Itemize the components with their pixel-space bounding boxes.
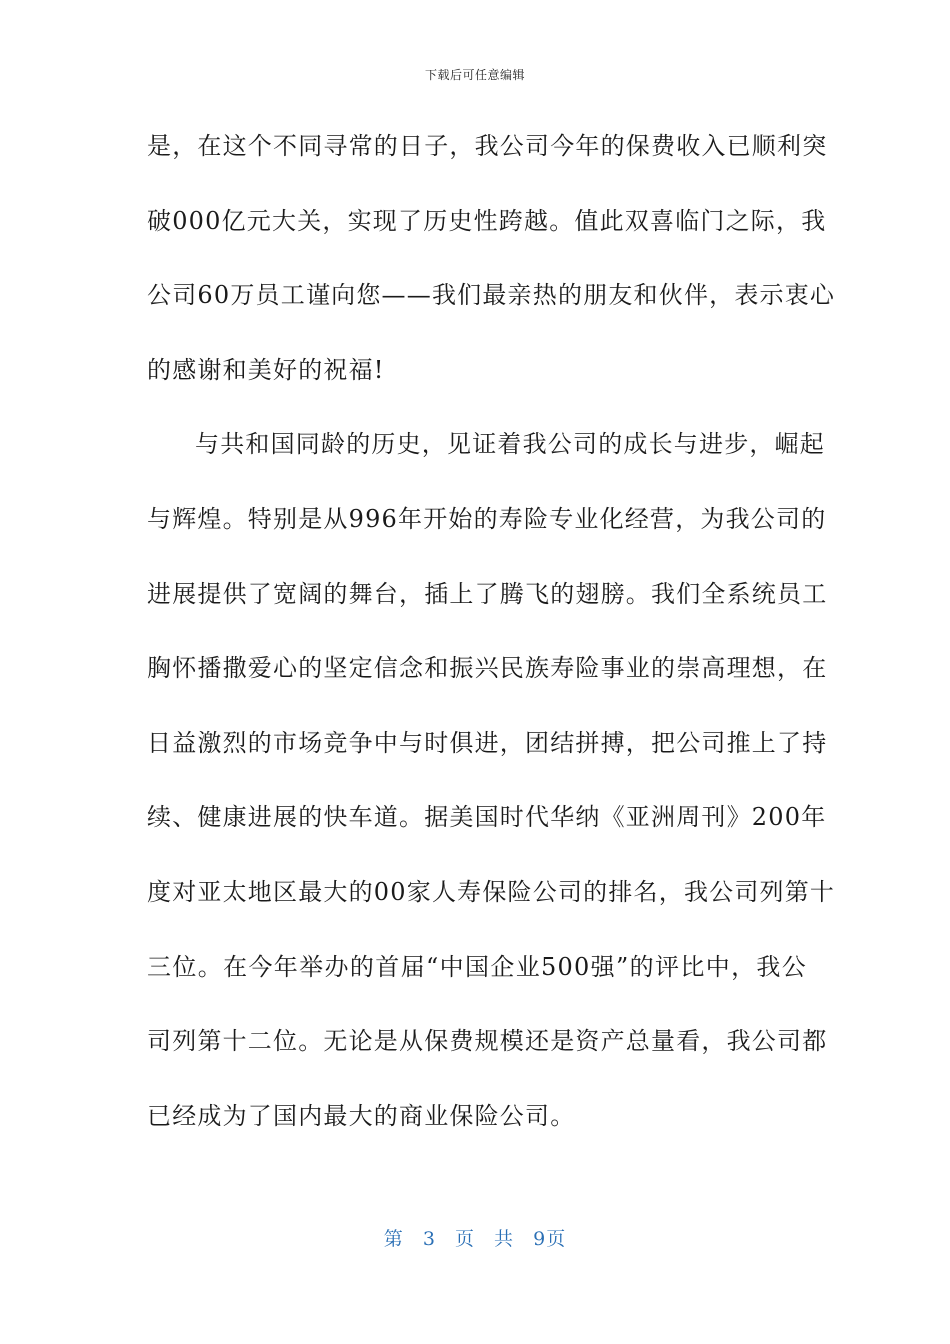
text-line: 公司60万员工谨向您——我们最亲热的朋友和伙伴，表示衷心 [147,281,836,310]
footer-total-pages: 9页 [533,1228,567,1250]
text-line: 与辉煌。特别是从996年开始的寿险专业化经营，为我公司的 [147,504,827,533]
page-header: 下载后可任意编辑 [424,68,525,82]
text-line: 与共和国同龄的历史，见证着我公司的成长与进步，崛起 [195,430,825,459]
text-line: 是，在这个不同寻常的日子，我公司今年的保费收入已顺利突 [147,132,828,160]
text-line: 三位。在今年举办的首届“中国企业500强”的评比中，我公 [147,952,807,981]
document-body [147,120,836,1164]
text-line: 续、健康进展的快车道。据美国时代华纳《亚洲周刊》200年 [147,803,827,832]
footer-page-label: 第 [383,1228,404,1250]
footer-unit-label: 页 [454,1228,475,1250]
text-line: 日益激烈的市场竞争中与时俱进，团结拼搏，把公司推上了持 [147,728,828,757]
text-line: 破000亿元大关，实现了历史性跨越。值此双喜临门之际，我 [147,206,827,235]
footer-total-label: 共 [494,1228,515,1250]
page-footer [0,1224,950,1251]
text-line: 度对亚太地区最大的00家人寿保险公司的排名，我公司列第十 [147,877,836,906]
text-line: 已经成为了国内最大的商业保险公司。 [147,1101,576,1130]
text-line: 胸怀播撒爱心的坚定信念和振兴民族寿险事业的崇高理想，在 [147,654,828,683]
footer-current-page: 3 [422,1228,436,1250]
text-line: 进展提供了宽阔的舞台，插上了腾飞的翅膀。我们全系统员工 [147,579,828,608]
text-line: 的感谢和美好的祝福! [147,355,385,384]
text-line: 司列第十二位。无论是从保费规模还是资产总量看，我公司都 [147,1027,828,1056]
